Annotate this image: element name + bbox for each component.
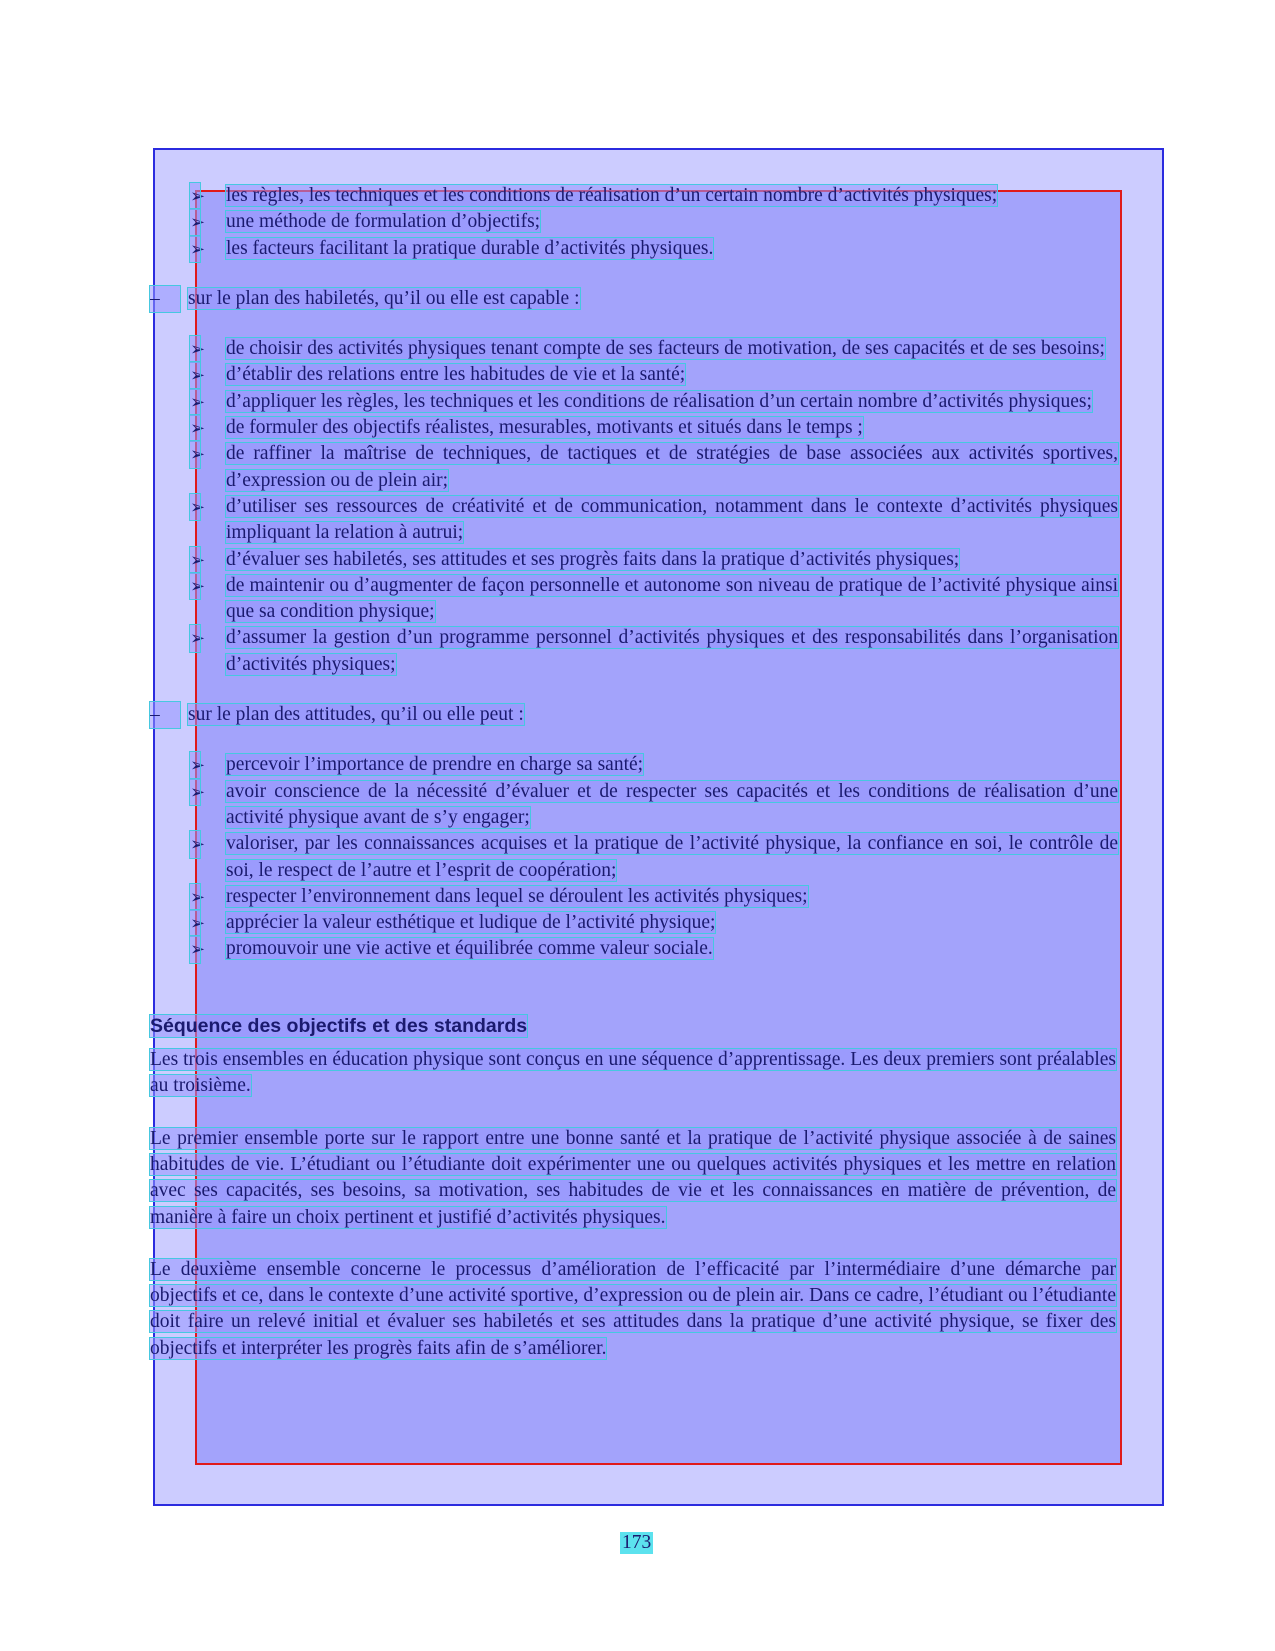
arrow-bullet-icon: ➢ — [190, 779, 200, 805]
section-heading: Séquence des objectifs et des standards — [150, 1014, 528, 1037]
dash-bullet-icon: – — [150, 286, 180, 312]
list-item: ➢ de formuler des objectifs réalistes, mesurables, motivants et situés dans le temps ; — [150, 415, 1122, 441]
attitudes-lead: – sur le plan des attitudes, qu’il ou elle peut : — [150, 702, 1122, 728]
page-number: 173 — [622, 1532, 652, 1553]
list-item: ➢ de maintenir ou d’augmenter de façon personnelle et autonome son niveau de pratique de l’activité physique ainsi que sa condition physique; — [190, 574, 1118, 623]
list-item: ➢ d’utiliser ses ressources de créativité et de communication, notamment dans le contexte d’activités physiques impliquant la relation à autrui; — [190, 495, 1118, 544]
list-item: ➢ respecter l’environnement dans lequel se déroulent les activités physiques; — [150, 884, 1122, 910]
arrow-bullet-icon: ➢ — [190, 389, 200, 415]
list-item: ➢ de raffiner la maîtrise de techniques, de tactiques et de stratégies de base associées aux activités sportives, d’expression ou de plein air; — [190, 443, 1118, 491]
paragraph: Le premier ensemble porte sur le rapport entre une bonne santé et la pratique de l’activité physique associée à de saines habitudes de vie. L’étudiant ou l’étudiante doit expérimenter une ou quelques activités physiques et les mettre en relation avec ses capacités, ses besoins, sa motivation, ses habitudes de vie et les connaissances en matière de prévention, de manière à faire un choix pertinent et justifié d’activités physiques. — [150, 1127, 1116, 1228]
list-item: ➢ les règles, les techniques et les conditions de réalisation d’un certain nombre d’activités physiques; — [150, 183, 1122, 209]
list-item: ➢ apprécier la valeur esthétique et ludique de l’activité physique; — [150, 910, 1122, 936]
list-item: ➢ d’appliquer les règles, les techniques et les conditions de réalisation d’un certain nombre d’activités physiques; — [150, 389, 1122, 415]
arrow-bullet-icon: ➢ — [190, 236, 200, 262]
list-item: ➢ une méthode de formulation d’objectifs; — [150, 209, 1122, 235]
skills-lead: – sur le plan des habiletés, qu’il ou elle est capable : — [150, 286, 1122, 312]
arrow-bullet-icon: ➢ — [190, 884, 200, 910]
arrow-bullet-icon: ➢ — [190, 183, 200, 209]
document-body — [150, 183, 1122, 1388]
list-item: ➢ percevoir l’importance de prendre en charge sa santé; — [150, 752, 1122, 778]
dash-bullet-icon: – — [150, 702, 180, 728]
list-item: ➢ d’évaluer ses habiletés, ses attitudes et ses progrès faits dans la pratique d’activités physiques; — [150, 547, 1122, 573]
arrow-bullet-icon: ➢ — [190, 936, 200, 962]
arrow-bullet-icon: ➢ — [190, 441, 200, 467]
list-item: ➢ promouvoir une vie active et équilibrée comme valeur sociale. — [150, 936, 1122, 962]
arrow-bullet-icon: ➢ — [190, 625, 200, 651]
arrow-bullet-icon: ➢ — [190, 336, 200, 362]
list-item: ➢ d’assumer la gestion d’un programme personnel d’activités physiques et des responsabilités dans l’organisation d’activités physiques; — [190, 627, 1118, 675]
list-item: ➢ de choisir des activités physiques tenant compte de ses facteurs de motivation, de ses capacités et de ses besoins; — [150, 336, 1122, 362]
list-item: ➢ avoir conscience de la nécessité d’évaluer et de respecter ses capacités et les conditions de réalisation d’une activité physique avant de s’y engager; — [190, 780, 1118, 828]
paragraph: Le deuxième ensemble concerne le processus d’amélioration de l’efficacité par l’intermédiaire d’une démarche par objectifs et ce, dans le contexte d’une activité sportive, d’expression ou de plein air. Dans ce cadre, l’étudiant ou l’étudiante doit faire un relevé initial et évaluer ses habiletés et ses attitudes dans la pratique d’une activité physique, se fixer des objectifs et interpréter les progrès faits afin de s’améliorer. — [150, 1258, 1116, 1359]
arrow-bullet-icon: ➢ — [190, 910, 200, 936]
arrow-bullet-icon: ➢ — [190, 547, 200, 573]
skills-list — [150, 336, 1122, 678]
arrow-bullet-icon: ➢ — [190, 362, 200, 388]
attitudes-list — [150, 752, 1122, 962]
arrow-bullet-icon: ➢ — [190, 752, 200, 778]
list-continuation — [150, 183, 1122, 262]
list-item: ➢ d’établir des relations entre les habitudes de vie et la santé; — [150, 362, 1122, 388]
list-item: ➢ valoriser, par les connaissances acquises et la pratique de l’activité physique, la confiance en soi, le contrôle de soi, le respect de l’autre et l’esprit de coopération; — [190, 833, 1118, 881]
paragraph: Les trois ensembles en éducation physique sont conçus en une séquence d’apprentissage. Les deux premiers sont préalables au troisième. — [150, 1049, 1116, 1097]
arrow-bullet-icon: ➢ — [190, 573, 200, 599]
arrow-bullet-icon: ➢ — [190, 494, 200, 520]
list-item: ➢ les facteurs facilitant la pratique durable d’activités physiques. — [150, 236, 1122, 262]
arrow-bullet-icon: ➢ — [190, 209, 200, 235]
arrow-bullet-icon: ➢ — [190, 831, 200, 857]
arrow-bullet-icon: ➢ — [190, 415, 200, 441]
